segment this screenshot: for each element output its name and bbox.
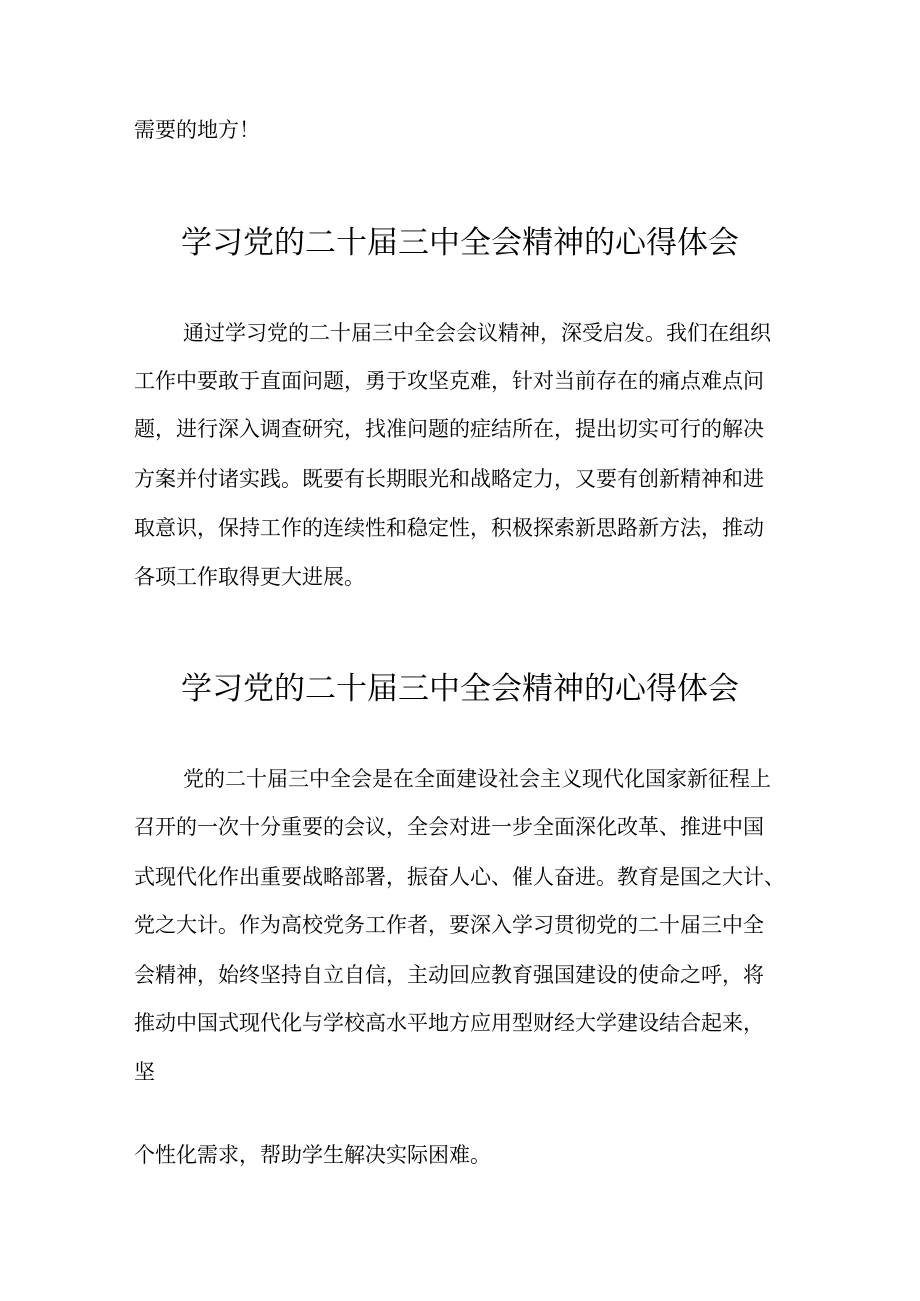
section-2-line-5: 会精神，始终坚持自立自信，主动回应教育强国建设的使命之呼，将 bbox=[134, 963, 764, 987]
fragment-top: 需要的地方！ bbox=[134, 118, 260, 142]
section-1-line-5: 取意识，保持工作的连续性和稳定性，积极探索新思路新方法，推动 bbox=[134, 516, 764, 540]
fragment-bottom: 个性化需求，帮助学生解决实际困难。 bbox=[134, 1143, 491, 1167]
section-2-line-1: 党的二十届三中全会是在全面建设社会主义现代化国家新征程上 bbox=[183, 767, 771, 791]
section-2-line-3: 式现代化作出重要战略部署，振奋人心、催人奋进。教育是国之大计、 bbox=[134, 865, 785, 889]
section-2-line-7: 坚 bbox=[134, 1060, 155, 1084]
section-1-title: 学习党的二十届三中全会精神的心得体会 bbox=[181, 225, 739, 261]
section-2-line-4: 党之大计。作为高校党务工作者，要深入学习贯彻党的二十届三中全 bbox=[134, 913, 764, 937]
section-2-line-6: 推动中国式现代化与学校高水平地方应用型财经大学建设结合起来， bbox=[134, 1011, 764, 1035]
section-2-line-2: 召开的一次十分重要的会议，全会对进一步全面深化改革、推进中国 bbox=[134, 815, 764, 839]
section-1-line-4: 方案并付诸实践。既要有长期眼光和战略定力，又要有创新精神和进 bbox=[134, 467, 764, 491]
section-1-line-2: 工作中要敢于直面问题，勇于攻坚克难，针对当前存在的痛点难点问 bbox=[134, 369, 764, 393]
section-2-title: 学习党的二十届三中全会精神的心得体会 bbox=[181, 671, 739, 707]
section-1-line-1: 通过学习党的二十届三中全会会议精神，深受启发。我们在组织 bbox=[183, 321, 771, 345]
section-1-line-3: 题，进行深入调查研究，找准问题的症结所在，提出切实可行的解决 bbox=[134, 417, 764, 441]
section-1-line-6: 各项工作取得更大进展。 bbox=[134, 565, 365, 589]
